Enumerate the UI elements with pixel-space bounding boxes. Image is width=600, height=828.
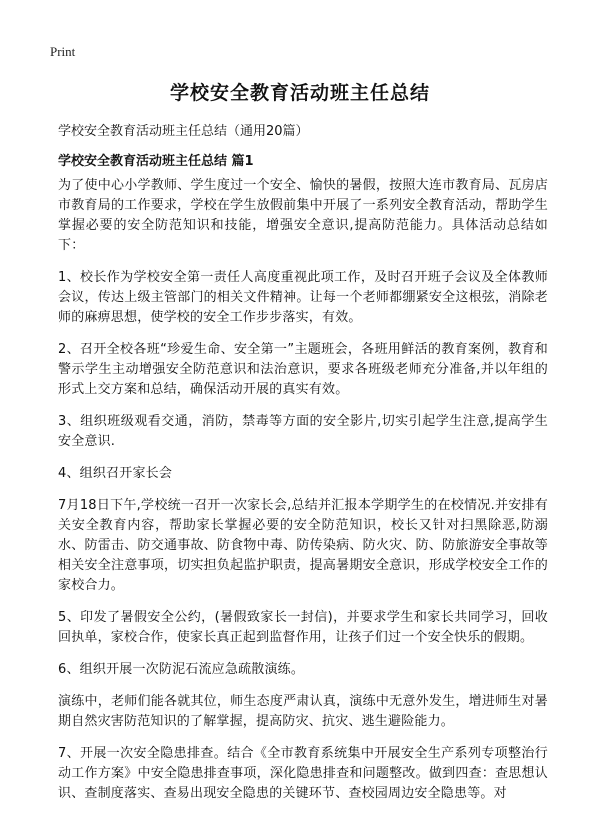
- paragraph: 2、召开全校各班“珍爱生命、安全第一”主题班会，各班用鲜活的教育案例，教育和警示学生主动增强安全防范意识和法治意识，要求各班级老师充分准备,并以年组的形式上交方案和总结，确保活动开展的真实有效。: [58, 342, 548, 397]
- paragraph: 演练中，老师们能各就其位，师生态度严肃认真，演练中无意外发生，增进师生对暑期自然灾害防范知识的了解掌握，提高防灾、抗灾、逃生避险能力。: [58, 694, 548, 729]
- paragraph: 7月18日下午,学校统一召开一次家长会,总结并汇报本学期学生的在校情况.并安排有关安全教育内容，帮助家长掌握必要的安全防范知识，校长又针对扫黑除恶,防溺水、防雷击、防交通事故、防食物中毒、防传染病、防火灾、防、防旅游安全事故等相关安全注意事项，切实担负起监护职责，提高暑期安全意识，形成学校安全工作的家校合力。: [58, 498, 548, 593]
- paragraph: 5、印发了暑假安全公约，(暑假致家长一封信)，并要求学生和家长共同学习，回收回执单，家校合作，使家长真正起到监督作用，让孩子们过一个安全快乐的假期。: [58, 610, 548, 645]
- paragraph: 4、组织召开家长会: [58, 466, 173, 481]
- paragraph: 3、组织班级观看交通，消防，禁毒等方面的安全影片,切实引起学生注意,提高学生安全意识.: [58, 414, 548, 449]
- document-subtitle: 学校安全教育活动班主任总结（通用20篇）: [58, 124, 309, 139]
- document-title: 学校安全教育活动班主任总结: [169, 82, 430, 104]
- print-link[interactable]: Print: [50, 44, 76, 59]
- paragraph: 1、校长作为学校安全第一责任人高度重视此项工作，及时召开班子会议及全体教师会议，传达上级主管部门的相关文件精神。让每一个老师都绷紧安全这根弦，消除老师的麻痹思想，使学校的安全工作步步落实，有效。: [58, 270, 548, 325]
- document-body: [58, 176, 548, 816]
- paragraph: 6、组织开展一次防泥石流应急疏散演练。: [58, 662, 305, 677]
- section-heading: 学校安全教育活动班主任总结 篇1: [58, 154, 254, 169]
- paragraph: 为了使中心小学教师、学生度过一个安全、愉快的暑假，按照大连市教育局、瓦房店市教育局的工作要求，学校在学生放假前集中开展了一系列安全教育活动，帮助学生掌握必要的安全防范知识和技能，增强安全意识,提高防范能力。具体活动总结如下：: [58, 178, 548, 253]
- paragraph: 7、开展一次安全隐患排查。结合《全市教育系统集中开展安全生产系列专项整治行动工作方案》中安全隐患排查事项，深化隐患排查和问题整改。做到四查：查思想认识、查制度落实、查易出现安全隐患的关键环节、查校园周边安全隐患等。对: [58, 746, 548, 801]
